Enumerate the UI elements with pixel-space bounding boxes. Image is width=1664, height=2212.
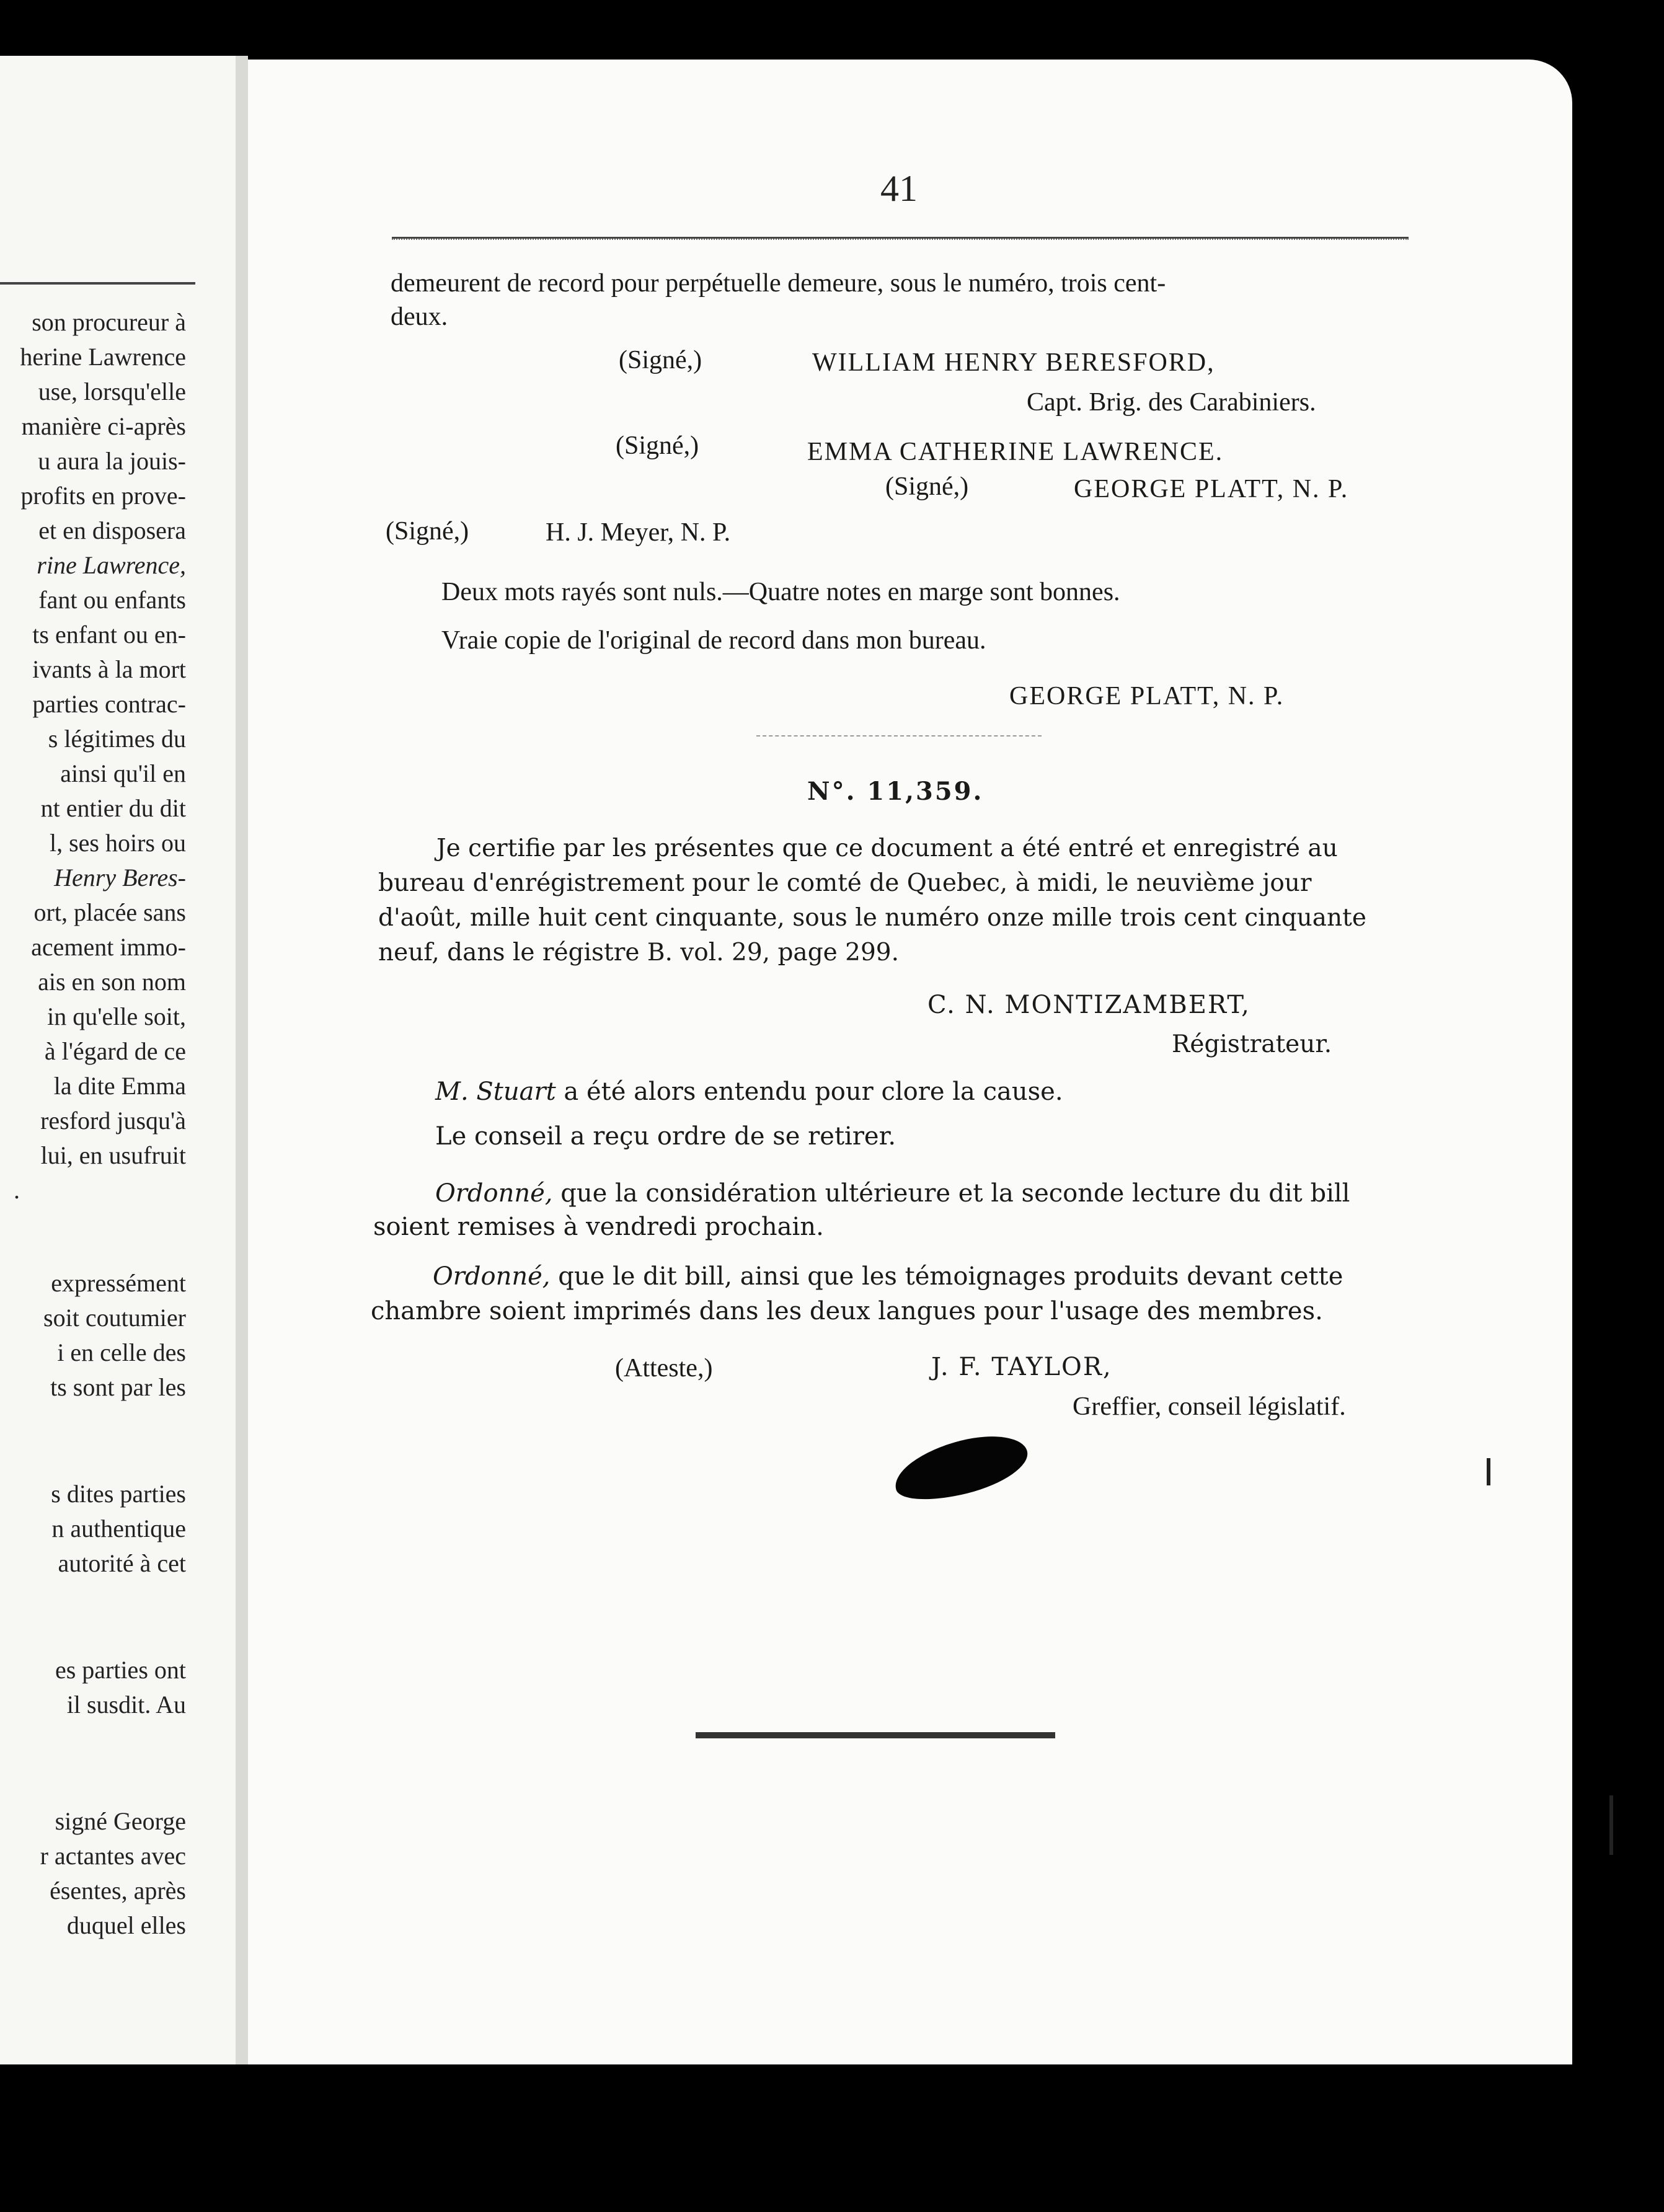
left-line: la dite Emma xyxy=(53,1072,186,1100)
left-page-header-rule xyxy=(0,282,195,285)
left-line: son procureur à xyxy=(32,308,186,336)
signatory-name: WILLIAM HENRY BERESFORD, xyxy=(812,348,1215,377)
left-line: signé George xyxy=(55,1807,186,1835)
left-line: ts enfant ou en- xyxy=(32,621,186,648)
left-line: expressément xyxy=(51,1269,186,1297)
order-text: que la considération ultérieure et la seconde lecture du dit bill xyxy=(560,1179,1350,1208)
section-ornament xyxy=(756,735,1042,743)
left-line: autorité à cet xyxy=(58,1549,186,1577)
clerk-name: J. F. TAYLOR, xyxy=(931,1353,1112,1381)
order-word: Ordonné, xyxy=(435,1179,553,1208)
certificate-line: bureau d'enrégistrement pour le comté de Quebec, à midi, le neuvième jour xyxy=(378,869,1312,897)
left-line: r actantes avec xyxy=(40,1842,186,1870)
speaker-name: M. Stuart xyxy=(435,1077,556,1106)
left-line: acement immo- xyxy=(31,933,186,961)
end-rule xyxy=(696,1732,1055,1738)
signature-label: (Signé,) xyxy=(885,472,969,501)
proceeding-text: Le conseil a reçu ordre de se retirer. xyxy=(435,1122,896,1151)
left-line: à l'égard de ce xyxy=(44,1037,186,1065)
left-line: duquel elles xyxy=(66,1911,186,1939)
header-rule xyxy=(392,237,1409,240)
left-line: parties contrac- xyxy=(32,690,186,718)
left-line: ésentes, après xyxy=(50,1877,186,1905)
left-line: Henry Beres- xyxy=(54,864,186,891)
left-line: rine Lawrence, xyxy=(37,551,186,579)
left-line: ais en son nom xyxy=(38,968,186,996)
order-text: chambre soient imprimés dans les deux langues pour l'usage des membres. xyxy=(371,1297,1323,1325)
order-text: soient remises à vendredi prochain. xyxy=(373,1213,824,1241)
signatory-name: EMMA CATHERINE LAWRENCE. xyxy=(807,438,1224,466)
note-line: Vraie copie de l'original de record dans mon bureau. xyxy=(441,626,986,655)
paragraph-line: deux. xyxy=(391,303,448,331)
signoff-name: GEORGE PLATT, N. P. xyxy=(1009,682,1285,710)
signature-label: (Signé,) xyxy=(386,517,469,546)
left-line: in qu'elle soit, xyxy=(47,1002,186,1030)
paragraph-line: demeurent de record pour perpétuelle demeure, sous le numéro, trois cent- xyxy=(391,269,1166,298)
left-line: ivants à la mort xyxy=(32,655,186,683)
left-line: use, lorsqu'elle xyxy=(38,378,186,405)
left-line: resford jusqu'à xyxy=(40,1107,186,1135)
certificate-line: Je certifie par les présentes que ce document a été entré et enregistré au xyxy=(436,834,1338,862)
registrar-name: C. N. MONTIZAMBERT, xyxy=(927,991,1250,1019)
attest-label: (Atteste,) xyxy=(615,1354,713,1382)
left-line: ainsi qu'il en xyxy=(60,759,186,787)
left-line: herine Lawrence xyxy=(20,343,186,371)
signature-label: (Signé,) xyxy=(619,346,702,374)
certificate-line: neuf, dans le régistre B. vol. 29, page 299. xyxy=(378,939,899,967)
previous-page-fragment xyxy=(0,56,236,2064)
left-line: lui, en usufruit xyxy=(40,1141,186,1169)
left-line: et en disposera xyxy=(38,516,186,544)
proceeding-text: a été alors entendu pour clore la cause. xyxy=(564,1077,1063,1106)
left-line: s dites parties xyxy=(51,1480,186,1508)
left-line: s légitimes du xyxy=(48,725,186,753)
note-line: Deux mots rayés sont nuls.—Quatre notes en marge sont bonnes. xyxy=(441,578,1120,606)
page-gutter xyxy=(236,56,248,2064)
clerk-title: Greffier, conseil législatif. xyxy=(1073,1392,1346,1421)
margin-mark xyxy=(1487,1458,1490,1485)
left-line: es parties ont xyxy=(55,1656,186,1684)
registrar-title: Régistrateur. xyxy=(1172,1030,1332,1058)
left-line: nt entier du dit xyxy=(40,794,186,822)
page-number: 41 xyxy=(880,168,918,209)
signatory-title: Capt. Brig. des Carabiniers. xyxy=(1027,388,1316,417)
signature-label: (Signé,) xyxy=(616,431,699,460)
left-line: ort, placée sans xyxy=(33,898,186,926)
document-number: N°. 11,359. xyxy=(807,777,984,806)
left-line: fant ou enfants xyxy=(38,586,186,614)
left-line: manière ci-après xyxy=(21,412,186,440)
left-line: il susdit. Au xyxy=(66,1691,186,1719)
left-line: i en celle des xyxy=(57,1338,186,1366)
order-text: que le dit bill, ainsi que les témoignages produits devant cette xyxy=(558,1262,1343,1291)
margin-mark xyxy=(1609,1795,1613,1855)
left-line: n authentique xyxy=(51,1515,186,1542)
left-line: . xyxy=(14,1176,20,1204)
left-line: soit coutumier xyxy=(43,1304,186,1332)
signatory-name: H. J. Meyer, N. P. xyxy=(546,518,731,547)
left-line: l, ses hoirs ou xyxy=(50,829,186,857)
certificate-line: d'août, mille huit cent cinquante, sous le numéro onze mille trois cent cinquante xyxy=(378,904,1366,932)
left-line: u aura la jouis- xyxy=(38,447,186,475)
signatory-name: GEORGE PLATT, N. P. xyxy=(1074,475,1349,503)
left-line: ts sont par les xyxy=(50,1373,186,1401)
order-word: Ordonné, xyxy=(433,1262,551,1291)
left-line: profits en prove- xyxy=(20,482,186,510)
